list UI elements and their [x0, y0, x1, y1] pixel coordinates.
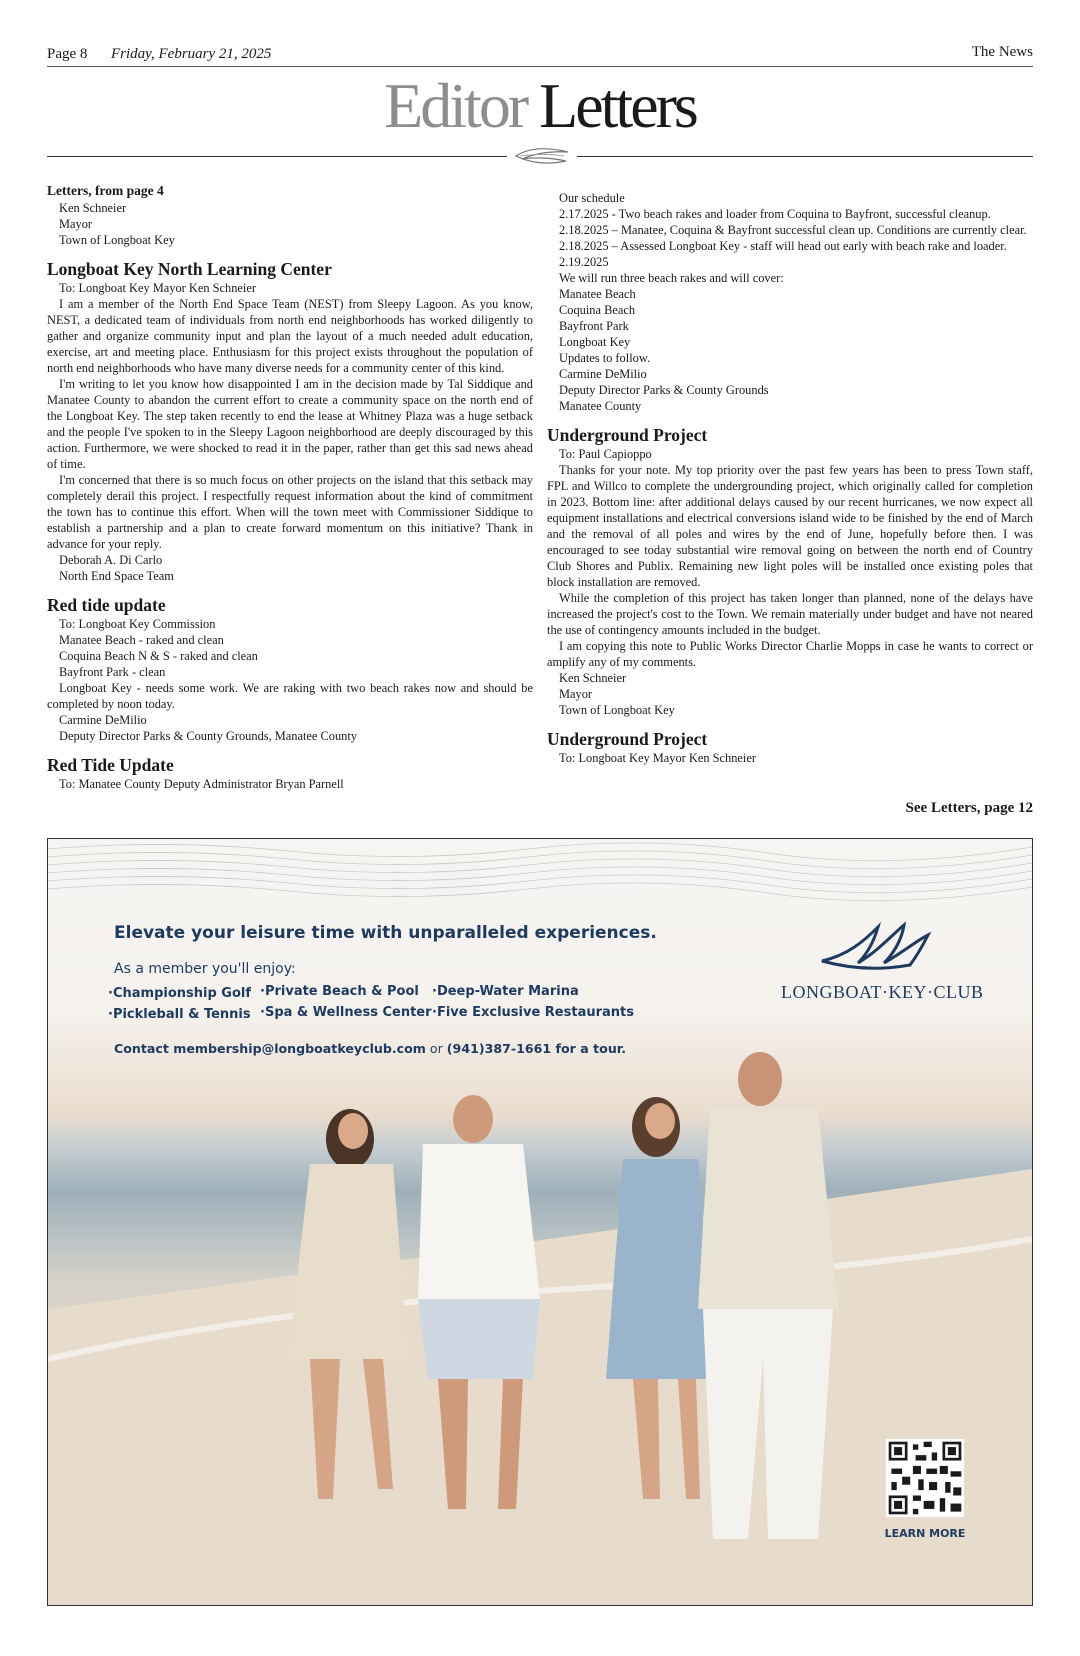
signature-line: Deputy Director Parks & County Grounds — [559, 383, 769, 397]
club-logo-text: LONGBOAT·KEY·CLUB — [781, 982, 984, 1002]
letter-recipient: To: Manatee County Deputy Administrator Bryan Parnell — [59, 777, 344, 791]
benefit-item: · Deep-Water Marina — [432, 981, 634, 1002]
club-advertisement — [47, 838, 1033, 1606]
benefit-item: · Spa & Wellness Center — [260, 1002, 432, 1023]
letter-paragraph: I'm concerned that there is so much focus on other projects on the island that this setback may completely derail this project. I respectfully request information about the kind of commitment the town has to continue this effort. When will the town meet with Commissioner Siddique to establish a partnership and a plan to create forward momentum on this initiative? Thank in advance for your reply. — [47, 473, 533, 551]
letter-line: 2.18.2025 – Assessed Longboat Key - staff will head out early with beach rake and loader. — [559, 239, 1007, 253]
page-header — [47, 42, 1033, 66]
signature-line: Town of Longboat Key — [59, 233, 175, 247]
contact-phone[interactable]: (941)387-1661 for a tour. — [446, 1041, 626, 1056]
signature-line: Ken Schneier — [59, 201, 127, 215]
letter-paragraph: I'm writing to let you know how disappointed I am in the decision made by Tal Siddique and Manatee County to abandon the current effort to create a community space on the north end of the Longboat Key. The step taken recently to end the lease at Whitney Plaza was a huge setback and the people I've spoken to in the Sleepy Lagoon neighborhood are deeply discouraged by this action. Furthermore, we were shocked to read it in the paper, rather than get this sad news ahead of time. — [47, 377, 533, 471]
feather-ornament-icon — [512, 143, 572, 169]
benefits-list — [260, 981, 432, 1023]
title-rule-right — [577, 156, 1033, 157]
paper-name: The News — [971, 44, 1033, 60]
letter-paragraph: Longboat Key - needs some work. We are raking with two beach rakes now and should be completed by noon today. — [47, 681, 533, 711]
letter-line: We will run three beach rakes and will cover: — [559, 271, 784, 285]
letter-line: Coquina Beach N & S - raked and clean — [59, 649, 258, 663]
page-number: Page 8 — [47, 46, 88, 62]
letter-recipient: To: Paul Capioppo — [559, 447, 652, 461]
signature-line: Ken Schneier — [559, 671, 627, 685]
letter-line: Longboat Key — [559, 335, 631, 349]
letter-paragraph: While the completion of this project has taken longer than planned, none of the delays have increased the project's cost to the Town. We remain materially under budget and have not neared the use of contingency amounts included in the budget. — [547, 591, 1033, 637]
letter-line: To: Longboat Key Commission — [59, 617, 216, 631]
letters-column-right — [547, 190, 1033, 766]
continued-link: See Letters, page 12 — [905, 800, 1033, 816]
signature-line: Deborah A. Di Carlo — [59, 553, 163, 567]
letter-line: Coquina Beach — [559, 303, 636, 317]
letter-line: 2.17.2025 - Two beach rakes and loader from Coquina to Bayfront, successful cleanup. — [559, 207, 991, 221]
letter-paragraph: 2.18.2025 – Manatee, Coquina & Bayfront successful clean up. Conditions are currently clear. — [559, 223, 1027, 237]
benefit-item: · Private Beach & Pool — [260, 981, 432, 1002]
benefit-item: · Championship Golf — [108, 983, 251, 1004]
letter-headline: Red Tide Update — [47, 755, 174, 775]
signature-line: Town of Longboat Key — [559, 703, 675, 717]
letter-recipient: To: Longboat Key Mayor Ken Schneier — [59, 281, 256, 295]
letter-paragraph: I am a member of the North End Space Team (NEST) from Sleepy Lagoon. As you know, NEST, a dedicated team of individuals from north end neighborhoods has worked diligently to gather and organize community input and plan the layout of a much needed adult education, exercise, art and meeting place. Enthusiasm for this project exists throughout the population of north end neighborhoods who have many diverse needs for a community center of this kind. — [47, 297, 533, 375]
contact-email[interactable]: Contact membership@longboatkeyclub.com — [114, 1041, 426, 1056]
contact-connector: or — [425, 1041, 447, 1056]
benefit-item: · Five Exclusive Restaurants — [432, 1002, 634, 1023]
letter-line: Our schedule — [559, 191, 625, 205]
letter-headline: Longboat Key North Learning Center — [47, 259, 332, 279]
signature-line: Mayor — [59, 217, 93, 231]
letter-headline: Underground Project — [547, 425, 708, 445]
letters-column-left — [47, 182, 533, 792]
signature-line: Manatee County — [559, 399, 642, 413]
letter-paragraph: I am copying this note to Public Works Director Charlie Mopps in case he wants to correct or amplify any of my comments. — [547, 639, 1033, 669]
qr-code-icon[interactable] — [886, 1439, 964, 1517]
benefit-item: · Pickleball & Tennis — [108, 1004, 251, 1025]
benefits-list — [432, 981, 634, 1023]
signature-line: North End Space Team — [59, 569, 174, 583]
letter-line: Manatee Beach - raked and clean — [59, 633, 224, 647]
section-title-light: Editor — [384, 70, 527, 141]
ad-headline: Elevate your leisure time with unparalleled experiences. — [114, 923, 657, 943]
ad-subhead: As a member you'll enjoy: — [114, 961, 296, 977]
title-rule-left — [47, 156, 507, 157]
section-title — [0, 64, 1080, 148]
benefits-list — [108, 983, 251, 1025]
letter-paragraph: Thanks for your note. My top priority over the past few years has been to press Town staff, FPL and Willco to complete the undergrounding project, which originally called for completion in 2023. Bottom line: after additional delays caused by our recent hurricanes, we now expect all equipment installations and electrical conversions island wide to be finished by the end of March and the removal of all poles and wires by the end of June, hopefully before then. I was encouraged to see today substantial wire removal going on between the north end of Country Club Shores and Publix. Remaining new light poles will be installed once existing poles that block installation are removed. — [547, 463, 1033, 589]
letter-line: Bayfront Park — [559, 319, 629, 333]
letter-recipient: To: Longboat Key Mayor Ken Schneier — [559, 751, 756, 765]
ad-contact — [114, 1041, 626, 1056]
letter-headline: Underground Project — [547, 729, 708, 749]
signature-line: Carmine DeMilio — [59, 713, 147, 727]
letter-line: 2.19.2025 — [559, 255, 609, 269]
letter-line: Updates to follow. — [559, 351, 651, 365]
learn-more-link[interactable]: LEARN MORE — [884, 1527, 966, 1540]
letter-headline: Red tide update — [47, 595, 166, 615]
signature-line: Mayor — [559, 687, 593, 701]
letter-line: Manatee Beach — [559, 287, 636, 301]
continued-kicker: Letters, from page 4 — [47, 183, 164, 198]
issue-date: Friday, February 21, 2025 — [111, 46, 272, 62]
section-title-dark: Letters — [539, 70, 696, 141]
signature-line: Carmine DeMilio — [559, 367, 647, 381]
club-wave-logo-icon — [818, 921, 938, 977]
letter-line: Bayfront Park - clean — [59, 665, 166, 679]
signature-line: Deputy Director Parks & County Grounds, Manatee County — [59, 729, 358, 743]
